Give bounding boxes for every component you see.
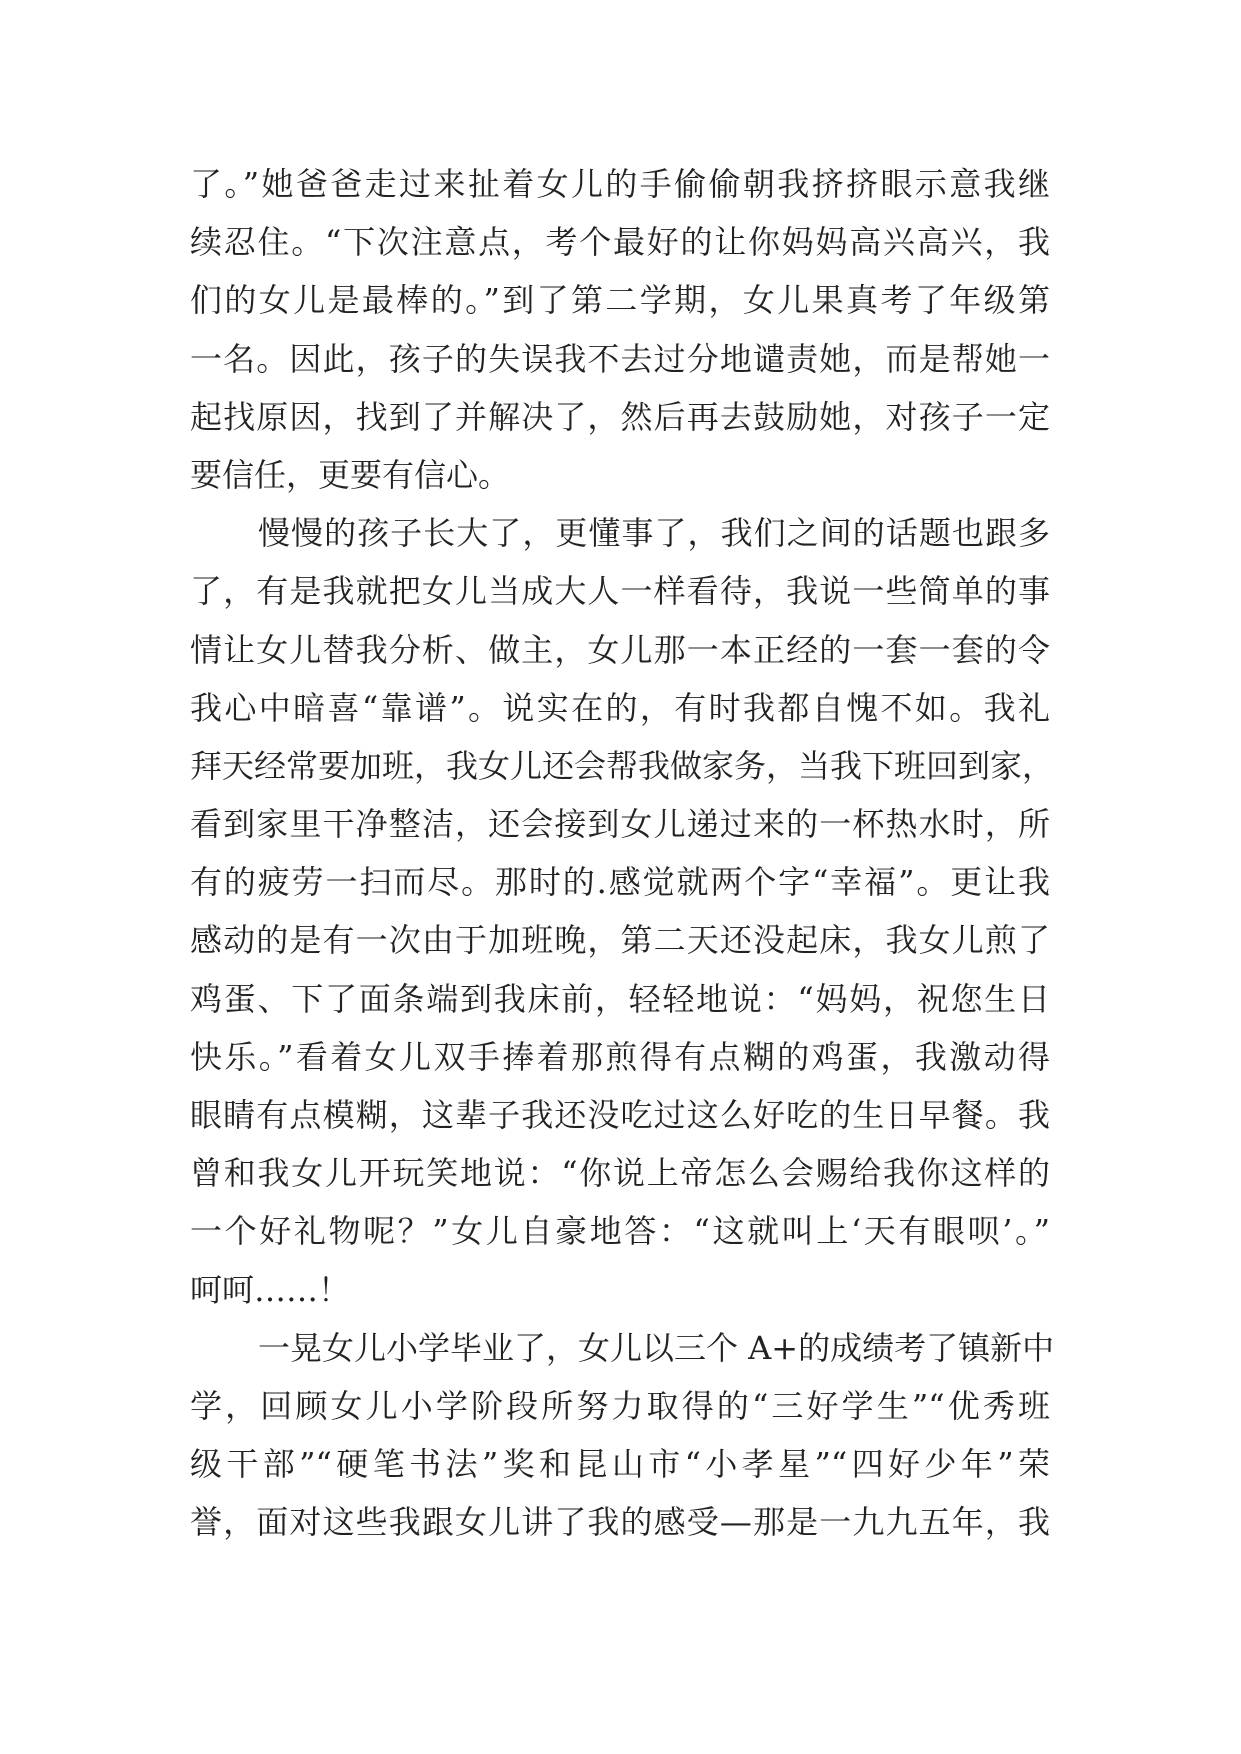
text-line: 我心中暗喜“靠谱”。说实在的，有时我都自愧不如。我礼 [190, 688, 1050, 727]
text-line: 一名。因此，孩子的失误我不去过分地谴责她，而是帮她一 [190, 339, 1050, 378]
document-body [190, 155, 1055, 1552]
text-line: 们的女儿是最棒的。”到了第二学期，女儿果真考了年级第 [190, 281, 1050, 320]
text-line: 一个好礼物呢？”女儿自豪地答：“这就叫上‘天有眼呗’。” [190, 1212, 1050, 1251]
text-line: 有的疲劳一扫而尽。那时的.感觉就两个字“幸福”。更让我 [190, 863, 1050, 902]
text-line: 曾和我女儿开玩笑地说：“你说上帝怎么会赐给我你这样的 [190, 1154, 1050, 1193]
text-line: 感动的是有一次由于加班晚，第二天还没起床，我女儿煎了 [190, 921, 1050, 960]
text-line: 眼睛有点模糊，这辈子我还没吃过这么好吃的生日早餐。我 [190, 1096, 1050, 1134]
text-line: 拜天经常要加班，我女儿还会帮我做家务，当我下班回到家， [190, 746, 1055, 785]
text-line: 鸡蛋、下了面条端到我床前，轻轻地说：“妈妈，祝您生日 [190, 979, 1050, 1018]
text-line: 了，有是我就把女儿当成大人一样看待，我说一些简单的事 [190, 572, 1050, 611]
text-line: 要信任，更要有信心。 [190, 455, 511, 494]
text-line: 了。”她爸爸走过来扯着女儿的手偷偷朝我挤挤眼示意我继 [190, 165, 1050, 203]
text-line: 一晃女儿小学毕业了，女儿以三个 A+的成绩考了镇新中 [258, 1328, 1055, 1367]
text-line: 看到家里干净整洁，还会接到女儿递过来的一杯热水时，所 [190, 805, 1050, 844]
text-line: 学，回顾女儿小学阶段所努力取得的“三好学生”“优秀班 [190, 1386, 1050, 1425]
text-line: 起找原因，找到了并解决了，然后再去鼓励她，对孩子一定 [190, 397, 1050, 436]
text-line: 呵呵……！ [190, 1270, 351, 1309]
text-line: 情让女儿替我分析、做主，女儿那一本正经的一套一套的令 [190, 630, 1050, 669]
text-line: 级干部”“硬笔书法”奖和昆山市“小孝星”“四好少年”荣 [190, 1445, 1050, 1484]
text-line: 慢慢的孩子长大了，更懂事了，我们之间的话题也跟多 [258, 514, 1050, 553]
text-line: 誉，面对这些我跟女儿讲了我的感受—那是一九九五年，我 [190, 1503, 1050, 1542]
text-line: 快乐。”看着女儿双手捧着那煎得有点糊的鸡蛋，我激动得 [190, 1037, 1050, 1076]
text-line: 续忍住。“下次注意点，考个最好的让你妈妈高兴高兴，我 [190, 223, 1050, 262]
